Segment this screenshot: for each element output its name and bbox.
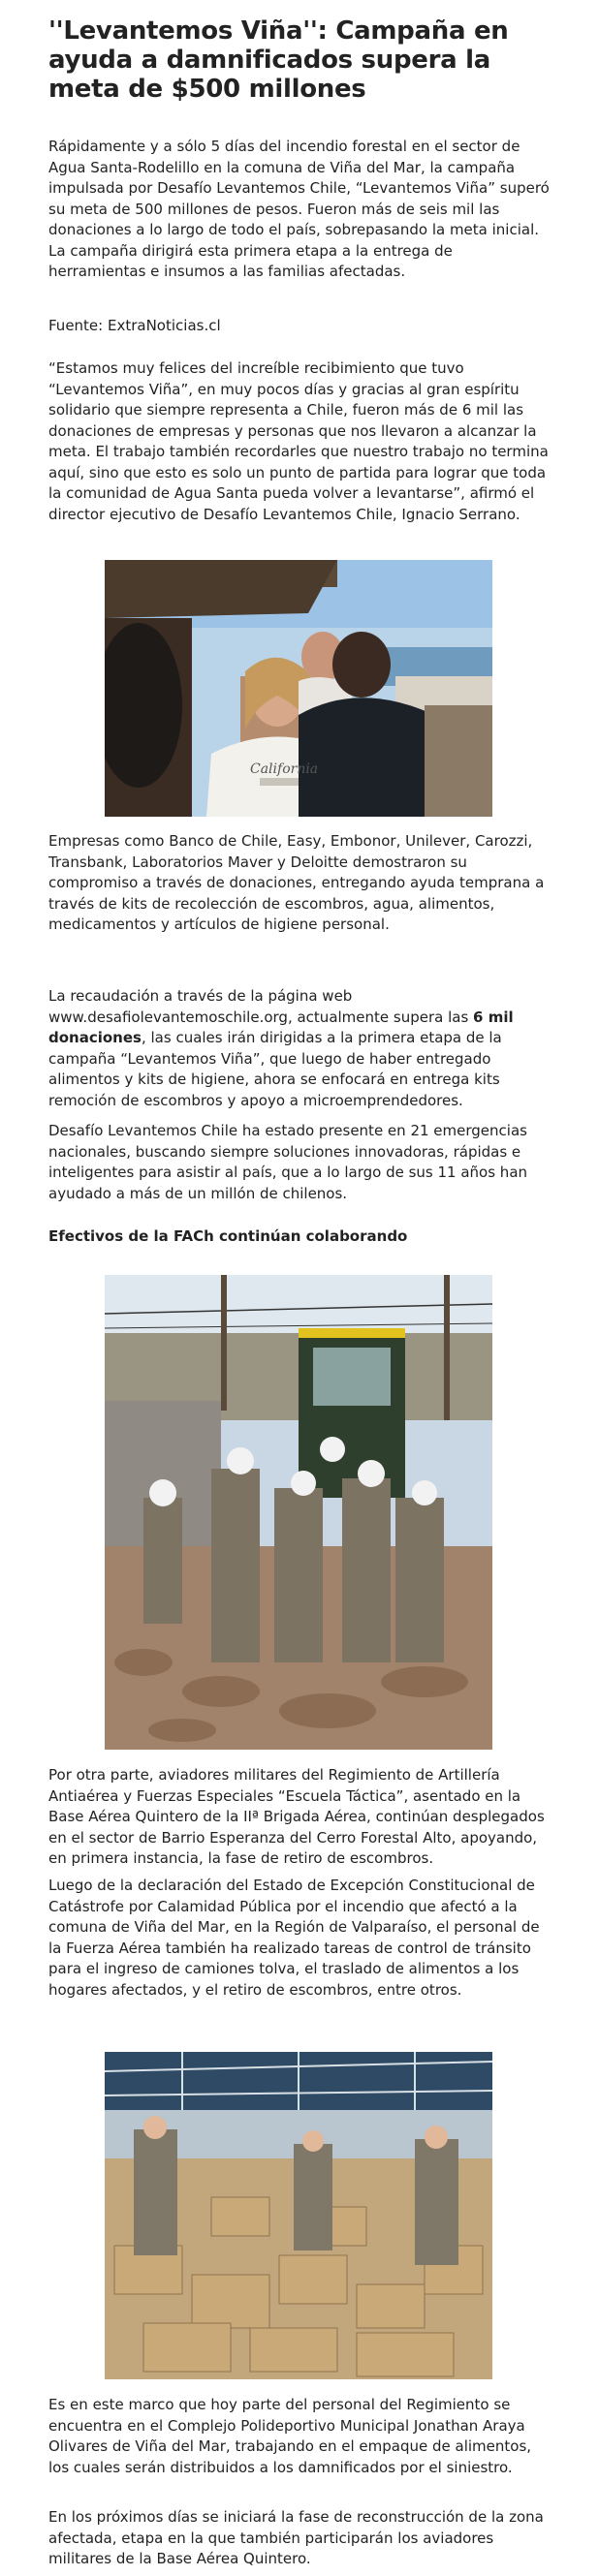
photo-campaign-visit-image [105,560,492,817]
intro-paragraph: Rápidamente y a sólo 5 días del incendio forestal en el sector de Agua Santa-Rodelillo en la comuna de Viña del Mar, la campaña impulsada por Desafío Levantemos Chile, “Levantemos Viña” superó su meta de 500 millones de pesos. Fueron más de seis mil las donaciones a lo largo de todo el país, sobrepasando la meta inicial. La campaña dirigirá esta primera etapa a la entrega de herramientas e insumos a las familias afectadas. [48,138,550,280]
fundraising-text-end: , las cuales irán dirigidas a la primera etapa de la campaña “Levantemos Viña”, que luego de haber entregado alimentos y kits de higiene, ahora se enfocará en entrega kits remoción de escombros y apoyo a microemprendedores. [48,1029,502,1109]
donations-highlight: 6 mil donaciones [48,1008,514,1046]
fundraising-paragraph [48,986,551,1111]
article-title: ''Levantemos Viña'': Campaña en ayuda a damnificados supera la meta de $500 millones [48,16,509,104]
quote-paragraph: “Estamos muy felices del increíble recibimiento que tuvo “Levantemos Viña”, en muy pocos días y gracias al gran espíritu solidario que siempre representa a Chile, fueron más de 6 mil las donaciones de empresas y personas que nos llevaron a alcanzar la meta. El trabajo también recordarles que nuestro trabajo no termina aquí, sino que esto es solo un punto de partida para lograr que toda la comunidad de Agua Santa pueda volver a levantarse”, afirmó el director ejecutivo de Desafío Levantemos Chile, Ignacio Serrano. [48,359,549,523]
photo-debris-removal-image [105,1275,492,1750]
reconstruction-paragraph: En los próximos días se iniciará la fase de reconstrucción de la zona afectada, etapa en la que también participarán los aviadores militares de la Base Aérea Quintero. [48,2508,544,2567]
fundraising-text-start: La recaudación a través de la página web www.desafiolevantemoschile.org, actualmente supera las [48,987,474,1026]
section-subheading: Efectivos de la FACh continúan colaborando [48,1227,408,1245]
photo-food-packing-image [105,2052,492,2379]
photo-debris-removal [105,1275,492,1750]
photo-food-packing [105,2052,492,2379]
emergency-paragraph: Luego de la declaración del Estado de Excepción Constitucional de Catástrofe por Calamidad Pública por el incendio que afectó a la comuna de Viña del Mar, en la Región de Valparaíso, el personal de la Fuerza Aérea también ha realizado tareas de control de tránsito para el ingreso de camiones tolva, el traslado de alimentos a los hogares afectados, y el retiro de escombros, entre otros. [48,1877,540,1999]
article [48,0,551,2567]
companies-paragraph: Empresas como Banco de Chile, Easy, Embonor, Unilever, Carozzi, Transbank, Laboratorios Maver y Deloitte demostraron su compromiso a través de donaciones, entregando ayuda temprana a través de kits de recolección de escombros, agua, alimentos, medicamentos y artículos de higiene personal. [48,832,545,933]
complex-paragraph: Es en este marco que hoy parte del personal del Regimiento se encuentra en el Complejo Polideportivo Municipal Jonathan Araya Olivares de Viña del Mar, trabajando en el empaque de alimentos, los cuales serán distribuidos a los damnificados por el siniestro. [48,2396,532,2476]
aviators-paragraph: Por otra parte, aviadores militares del Regimiento de Artillería Antiaérea y Fuerzas Especiales “Escuela Táctica”, asentado en la Base Aérea Quintero de la IIª Brigada Aérea, continúan desplegados en el sector de Barrio Esperanza del Cerro Forestal Alto, apoyando, en primera instancia, la fase de retiro de escombros. [48,1766,545,1867]
shirt-print-text: California [250,761,319,777]
photo-campaign-visit [105,560,492,817]
history-paragraph: Desafío Levantemos Chile ha estado presente en 21 emergencias nacionales, buscando siempre soluciones innovadoras, rápidas e inteligentes para asistir al país, que a lo largo de sus 11 años han ayudado a más de un millón de chilenos. [48,1122,528,1202]
source-line: Fuente: ExtraNoticias.cl [48,317,221,334]
